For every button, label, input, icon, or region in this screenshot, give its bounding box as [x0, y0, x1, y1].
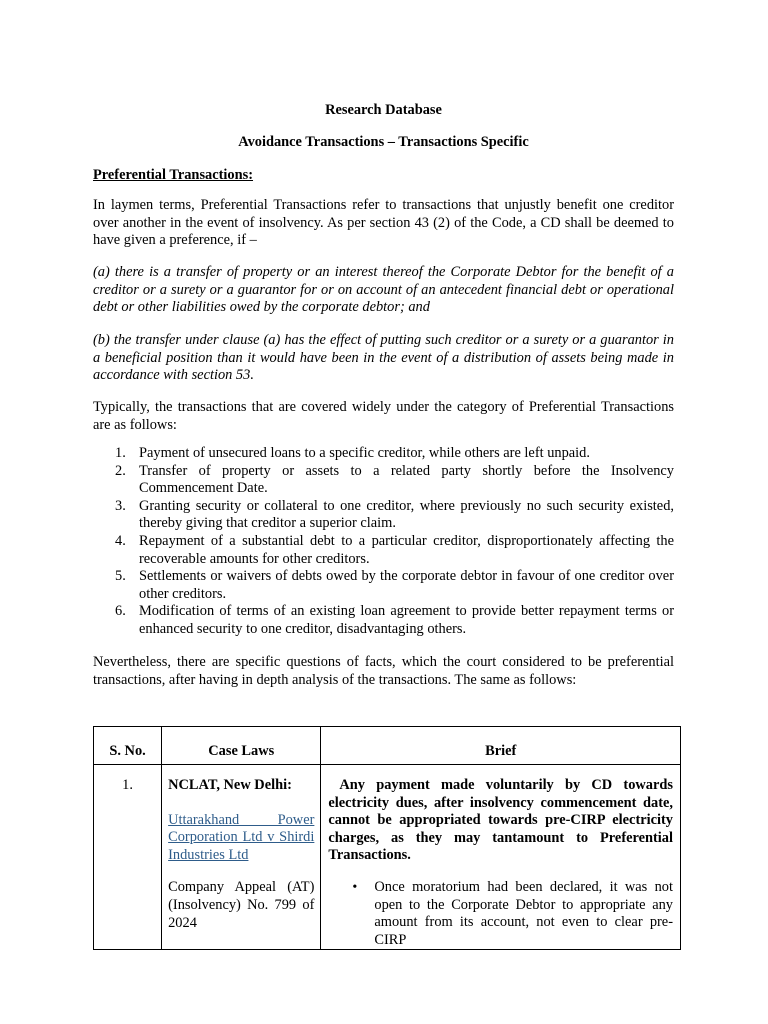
case-link-line: Corporation Ltd v Shirdi — [168, 829, 315, 846]
list-item — [93, 498, 674, 533]
clause-a-paragraph: (a) there is a transfer of property or an interest thereof the Corporate Debtor for the benefit of a creditor or a surety or a guarantor for or on account of an antecedent financial debt or operational debt or other liabilities owed by the corporate debtor; and — [93, 264, 674, 316]
row-sno: 1. — [94, 765, 162, 950]
brief-summary: Any payment made voluntarily by CD towards electricity dues, after insolvency commencement date, cannot be appropriated towards pre-CIRP electricity charges, as they may tantamount to Preferential Transactions. — [328, 777, 673, 864]
list-item — [328, 879, 673, 949]
list-item — [93, 568, 674, 603]
list-number: 6. — [115, 603, 126, 620]
document-subtitle: Avoidance Transactions – Transactions Specific — [238, 134, 529, 150]
case-link-line: Uttarakhand Power — [168, 811, 315, 828]
list-text: Repayment of a substantial debt to a particular creditor, disproportionately affecting the recoverable amounts for other creditors. — [139, 532, 674, 567]
section-heading: Preferential Transactions: — [93, 167, 254, 183]
case-laws-table — [93, 726, 681, 950]
list-text: Modification of terms of an existing loan agreement to provide better repayment terms or enhanced security to one creditor, disadvantaging others. — [139, 603, 674, 637]
intro-paragraph: In laymen terms, Preferential Transactions refer to transactions that unjustly benefit one creditor over another in the event of insolvency. As per section 43 (2) of the Code, a CD shall be deemed to have given a preference, if – — [93, 197, 674, 249]
list-number: 2. — [115, 462, 126, 479]
case-link[interactable] — [168, 812, 314, 865]
bullet-text: Once moratorium had been declared, it was not open to the Corporate Debtor to appropriate any amount from its account, not even to clear pre-CIRP — [374, 878, 673, 948]
list-number: 1. — [115, 445, 126, 461]
table-row — [94, 765, 681, 950]
list-number: 4. — [115, 532, 126, 549]
list-text: Granting security or collateral to one creditor, where previously no such security existed, thereby giving that creditor a superior claim. — [139, 497, 674, 532]
brief-bullets — [328, 879, 673, 949]
header-brief: Brief — [321, 727, 681, 765]
appeal-line: 2024 — [168, 914, 197, 931]
row-case-law — [162, 765, 321, 950]
list-item — [93, 533, 674, 568]
clause-b-paragraph: (b) the transfer under clause (a) has the effect of putting such creditor or a surety or a guarantor in a beneficial position than it would have been in the event of a distribution of assets being made in accordance with section 53. — [93, 332, 674, 384]
nevertheless-paragraph: Nevertheless, there are specific questions of facts, which the court considered to be preferential transactions, after having in depth analysis of the transactions. The same as follows: — [93, 654, 674, 688]
appeal-number — [168, 879, 314, 932]
list-text: Transfer of property or assets to a related party shortly before the Insolvency Commencement Date. — [139, 462, 674, 497]
case-link-line: Industries Ltd — [168, 846, 249, 863]
list-number: 3. — [115, 497, 126, 514]
bullet-icon: • — [352, 879, 358, 895]
appeal-line: (Insolvency) No. 799 of — [168, 896, 315, 913]
court-name: NCLAT, New Delhi: — [168, 777, 292, 793]
list-item — [93, 603, 674, 638]
row-brief — [321, 765, 681, 950]
list-number: 5. — [115, 568, 126, 585]
list-item — [93, 445, 674, 463]
document-title: Research Database — [325, 102, 442, 118]
transaction-list — [93, 445, 674, 639]
header-sno: S. No. — [94, 727, 162, 765]
list-item — [93, 463, 674, 498]
appeal-line: Company Appeal (AT) — [168, 879, 315, 896]
header-case-laws: Case Laws — [162, 727, 321, 765]
list-text: Settlements or waivers of debts owed by the corporate debtor in favour of one creditor over other creditors. — [139, 568, 674, 602]
typically-paragraph: Typically, the transactions that are covered widely under the category of Preferential Transactions are as follows: — [93, 399, 674, 433]
table-header-row — [94, 727, 681, 765]
list-text: Payment of unsecured loans to a specific creditor, while others are left unpaid. — [139, 445, 590, 461]
